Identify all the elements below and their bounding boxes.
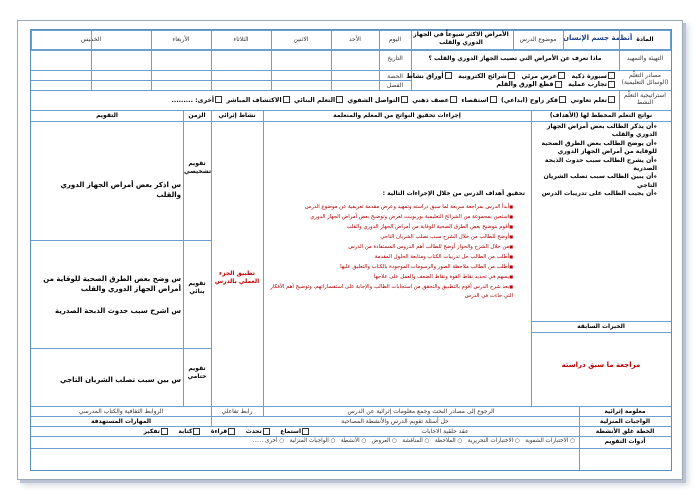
- strategies-list: [131, 96, 615, 104]
- strategy-item[interactable]: عصف ذهني: [412, 97, 457, 104]
- day-monday: الاثنين: [293, 36, 309, 43]
- source-item[interactable]: قطع الورق والقلم: [496, 81, 561, 88]
- strategy-item[interactable]: استقصاء: [461, 97, 496, 104]
- skill-item[interactable]: استماع: [280, 428, 309, 435]
- skills-label: المهارات المستهدفة: [90, 418, 152, 425]
- tools-label: أدوات التقويم: [604, 438, 646, 445]
- procedure-item: ■ أقوم بتوضيح بعض الطرق الصحية للوقاية من أمراض الجهاز الدوري والقلب: [267, 222, 513, 232]
- skill-item[interactable]: تفكير: [144, 428, 168, 435]
- outcome-item: ❖ أن يوضح الطالب بعض الطرق الصحية للوقاية من أمراض الجهاز الدوري: [533, 140, 657, 157]
- procedure-item: ■ أوضح للطالب من خلال الشرح سبب تصلب الشريان التاجي: [267, 232, 513, 242]
- source-item[interactable]: أوراق نشاط: [406, 73, 451, 80]
- procedure-item: ■ بعد شرح الدرس أقوم بالتطبيق والتحقق من استجابات الطالب والإجابة على استفساراتهم، وتوضيح أهم الأفكار التي جاءت في الدرس: [267, 282, 513, 301]
- procedure-item: ■ استعين بمجموعة من الشرائح التعليمية بوربوينت لعرض وتوضيح بعض أمراض الجهاز الدوري: [267, 212, 513, 222]
- procedure-item: ■ من خلال الشرح والحوار أوضح للطالب أهم الدروس المستفادة من الدرس: [267, 242, 513, 252]
- assessment-q1: س اذكر بعض أمراض الجهاز الدوري والقلب: [60, 181, 181, 199]
- intro-label: التهيئة والتمهيد: [626, 55, 664, 62]
- tool-item[interactable]: ○ المناقشة: [402, 438, 430, 444]
- library-value: الروابط الثقافية والكتاب المدرسي: [78, 408, 164, 415]
- strategies-label: استراتيجية التعلّم النشط: [624, 92, 666, 106]
- skill-item[interactable]: قراءة: [211, 428, 235, 435]
- sources-label: مصادر التعلّم (الوسائل التعليمية): [621, 72, 669, 86]
- subject-value: أنظمة جسم الإنسان: [563, 34, 633, 42]
- enrichment-value: الرجوع إلى مصادر البحث وجمع معلومات إثرائية عن الدرس: [347, 408, 495, 415]
- procedures-header: إجراءات تحقيق النواتج من المعلم والمتعلمة: [333, 112, 461, 119]
- procedures-title: تحقيق أهداف الدرس من خلال الإجراءات التالية :: [382, 190, 525, 197]
- outcomes-header: نواتج التعلم المخطط لها (الأهداف): [549, 112, 653, 119]
- tools-list: [35, 438, 575, 445]
- day-tuesday: الثلاثاء: [233, 36, 249, 43]
- strategy-item[interactable]: تعلم تعاوني: [570, 97, 615, 104]
- outcome-item: ❖ أن يشرح الطالب سبب حدوث الذبحة الصدرية: [533, 157, 657, 174]
- day-thursday: الخميس: [80, 36, 102, 43]
- procedure-item: ■ أطلب من الطالب حل تدريبات الكتاب ومتابعة الحلول المقدمة: [267, 252, 513, 262]
- time-diagnostic: تقويم تشخيصي: [184, 160, 212, 175]
- strategy-item[interactable]: أخرى: .........: [171, 97, 222, 104]
- homework-label: الواجبات المنزلية: [599, 418, 651, 425]
- enrichment-label: معلومة إثرائية: [604, 408, 646, 415]
- time-header: الزمن: [188, 112, 206, 119]
- period-label: الحصة: [387, 73, 403, 80]
- outcome-item: ❖ أن يذكر الطالب بعض أمراض الجهاز الدوري والقلب: [533, 123, 657, 140]
- source-item[interactable]: تجارب عملية: [568, 81, 615, 88]
- tool-item[interactable]: ○ الأنشطة: [340, 438, 367, 444]
- homework-value: حل أسئلة تقويم الدرس والأنشطة المصاحبة: [341, 418, 449, 425]
- time-formative: تقويم بنائي: [188, 280, 206, 295]
- enrichment-link-label[interactable]: رابط تفاعلي: [221, 408, 253, 415]
- closing-value: عقد حلقية الاجابات: [421, 428, 469, 435]
- intro-value: ماذا تعرف عن الأمراض التي تصيب الجهاز الدوري والقلب ؟: [428, 55, 602, 62]
- date-label: التاريخ: [387, 55, 403, 62]
- day-label: اليوم: [388, 36, 402, 43]
- procedure-item: ■ يسهم في تحديد نقاط القوة ونقاط الضعف والعمل على علاجها: [267, 272, 513, 282]
- class-label: الفصل: [386, 82, 404, 89]
- source-item[interactable]: شرائح الكترونية: [458, 73, 515, 80]
- sources-list: [406, 72, 615, 89]
- tool-item[interactable]: ○ العروض: [371, 438, 397, 444]
- lesson-plan-frame: [17, 20, 683, 480]
- source-item[interactable]: سبورة ذكية: [571, 73, 615, 80]
- skills-list: [39, 428, 309, 435]
- prior-value: مراجعة ما سبق دراسته: [561, 361, 641, 369]
- day-sunday: الأحد: [349, 36, 361, 43]
- tool-item[interactable]: ○ الواجبات المنزلية: [289, 438, 336, 444]
- procedure-item: ■ أبدأ الدرس بمراجعة سريعة لما سبق دراسته وتمهيد وعرض مقدمة تعريفية عن موضوع الدرس: [267, 202, 513, 212]
- tool-item[interactable]: ○ الاختبارات الشفوية: [525, 438, 575, 444]
- assessment-q4: س بين سبب تصلب الشريان التاجي: [60, 376, 181, 384]
- skill-item[interactable]: تحدث: [246, 428, 270, 435]
- tool-item[interactable]: ○ الملاحظة: [434, 438, 463, 444]
- assessment-q2: س وضح بعض الطرق الصحية للوقاية من أمراض الجهاز الدوري والقلب: [43, 275, 181, 293]
- tool-item[interactable]: ○ الاختبارات التحريرية: [467, 438, 520, 444]
- topic-value: الأمراض الاكثر شيوعاً في الجهاز الدوري والقلب: [413, 31, 509, 46]
- lesson-plan-table: [30, 29, 672, 471]
- assessment-header: التقويم: [96, 112, 118, 119]
- topic-label: موضوع الدرس: [519, 36, 557, 43]
- tool-item[interactable]: ○ أخرى ......: [252, 438, 285, 444]
- strategy-item[interactable]: الاكتشاف المباشر: [226, 97, 289, 104]
- skill-item[interactable]: كتابة: [178, 428, 200, 435]
- assessment-q3: س اشرح سبب حدوث الذبحة الصدرية: [54, 307, 181, 315]
- procedure-item: ■ أطلب من الطالب ملاحظة الصور والرسومات الموجودة بالكتاب والتعليق عليها: [267, 262, 513, 272]
- time-summative: تقويم ختامي: [187, 365, 207, 380]
- closing-label: الخطة غلق الأنشطة: [595, 428, 655, 435]
- activity-value: تطبيق الجزء العملي بالدرس: [214, 270, 260, 285]
- strategy-item[interactable]: التعلم البنائي: [294, 97, 343, 104]
- strategy-item[interactable]: التواصل الشفوي: [348, 97, 408, 104]
- procedures-list: [267, 202, 523, 301]
- outcome-item: ❖ أن يبين الطالب سبب تصلب الشريان التاجي: [533, 173, 657, 190]
- subject-label: المادة: [636, 36, 654, 43]
- activity-header: نشاط إثرائي: [218, 112, 256, 119]
- day-wednesday: الأربعاء: [172, 36, 190, 43]
- source-item[interactable]: عرض مرئي: [521, 73, 564, 80]
- outcome-item: ❖ أن يجيب الطالب على تدريبات الدرس: [533, 190, 657, 198]
- strategy-item[interactable]: فكر زاوج (ابداعي): [501, 97, 566, 104]
- outcomes-list: [533, 123, 667, 199]
- prior-label: الخبرات السابقة: [577, 323, 625, 330]
